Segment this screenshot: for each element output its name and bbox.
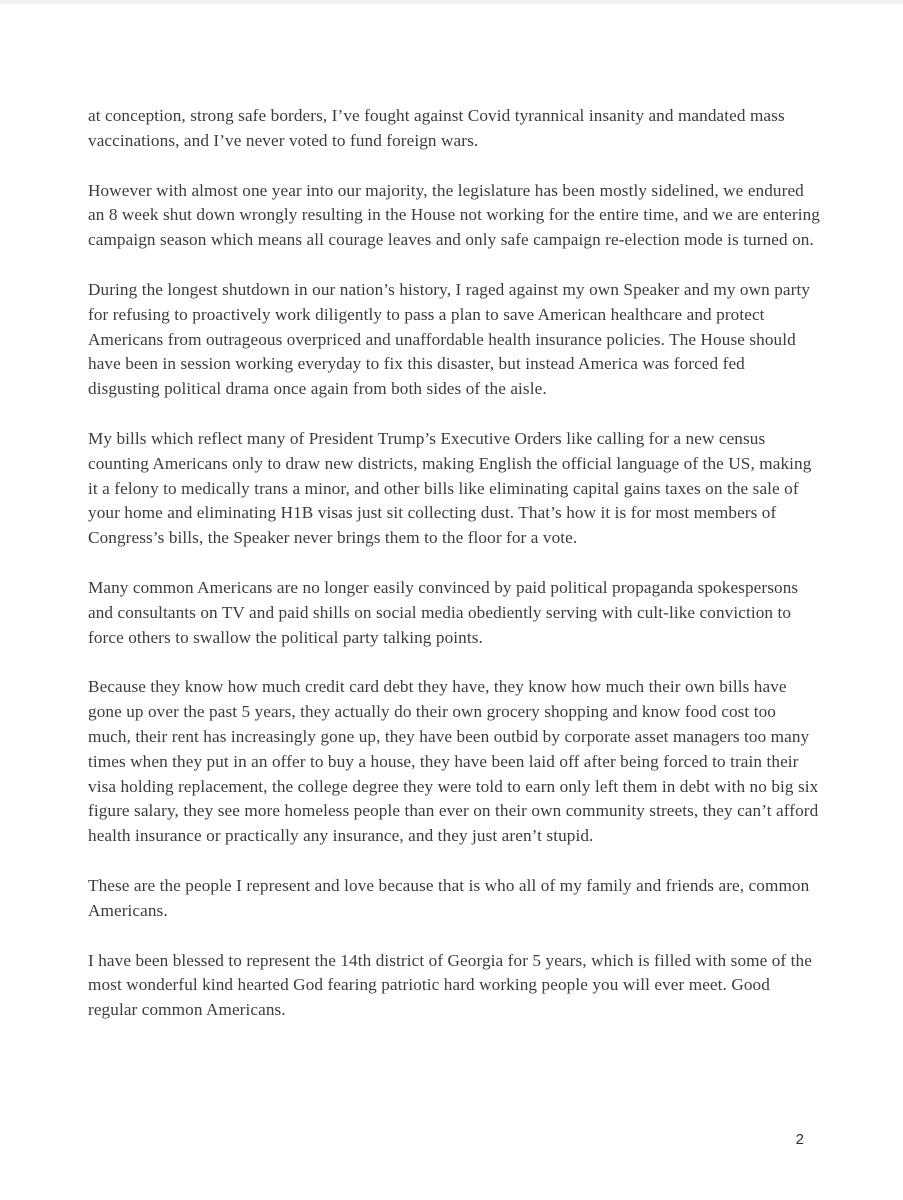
paragraph: at conception, strong safe borders, I’ve fought against Covid tyrannical insanity and mandated mass vaccinations, and I’ve never voted to fund foreign wars. — [88, 106, 785, 150]
paragraph: However with almost one year into our majority, the legislature has been mostly sidelined, we endured an 8 week shut down wrongly resulting in the House not working for the entire time, and we are entering campaign season which means all courage leaves and only safe campaign re-election mode is turned on. — [88, 180, 820, 250]
scan-edge-artifact — [0, 0, 903, 4]
paragraph: Many common Americans are no longer easily convinced by paid political propaganda spokespersons and consultants on TV and paid shills on social media obediently serving with cult-like conviction to force others to swallow the political party talking points. — [88, 577, 799, 647]
document-body — [88, 104, 820, 1048]
paragraph: Because they know how much credit card debt they have, they know how much their own bills have gone up over the past 5 years, they actually do their own grocery shopping and know food cost too much, their rent has increasingly gone up, they have been outbid by corporate asset managers too many times when they put in an offer to buy a house, they have been laid off after being forced to train their visa holding replacement, the college degree they were told to earn only left them in debt with no big six figure salary, they see more homeless people than ever on their own community streets, they can’t afford health insurance or practically any insurance, and they just aren’t stupid. — [88, 677, 819, 846]
paragraph: During the longest shutdown in our nation’s history, I raged against my own Speaker and my own party for refusing to proactively work diligently to pass a plan to save American healthcare and protect Americans from outrageous overpriced and unaffordable health insurance policies. The House should have been in session working everyday to fix this disaster, but instead America was forced fed disgusting political drama once again from both sides of the aisle. — [88, 279, 811, 399]
page-number: 2 — [795, 1131, 804, 1148]
paragraph: These are the people I represent and love because that is who all of my family and friends are, common Americans. — [88, 875, 810, 920]
paragraph: My bills which reflect many of President Trump’s Executive Orders like calling for a new census counting Americans only to draw new districts, making English the official language of the US, making it a felony to medically trans a minor, and other bills like eliminating capital gains taxes on the sale of your home and eliminating H1B visas just sit collecting dust. That’s how it is for most members of Congress’s bills, the Speaker never brings them to the floor for a vote. — [88, 428, 812, 548]
paragraph: I have been blessed to represent the 14th district of Georgia for 5 years, which is filled with some of the most wonderful kind hearted God fearing patriotic hard working people you will ever meet. Good regular common Americans. — [88, 950, 812, 1020]
